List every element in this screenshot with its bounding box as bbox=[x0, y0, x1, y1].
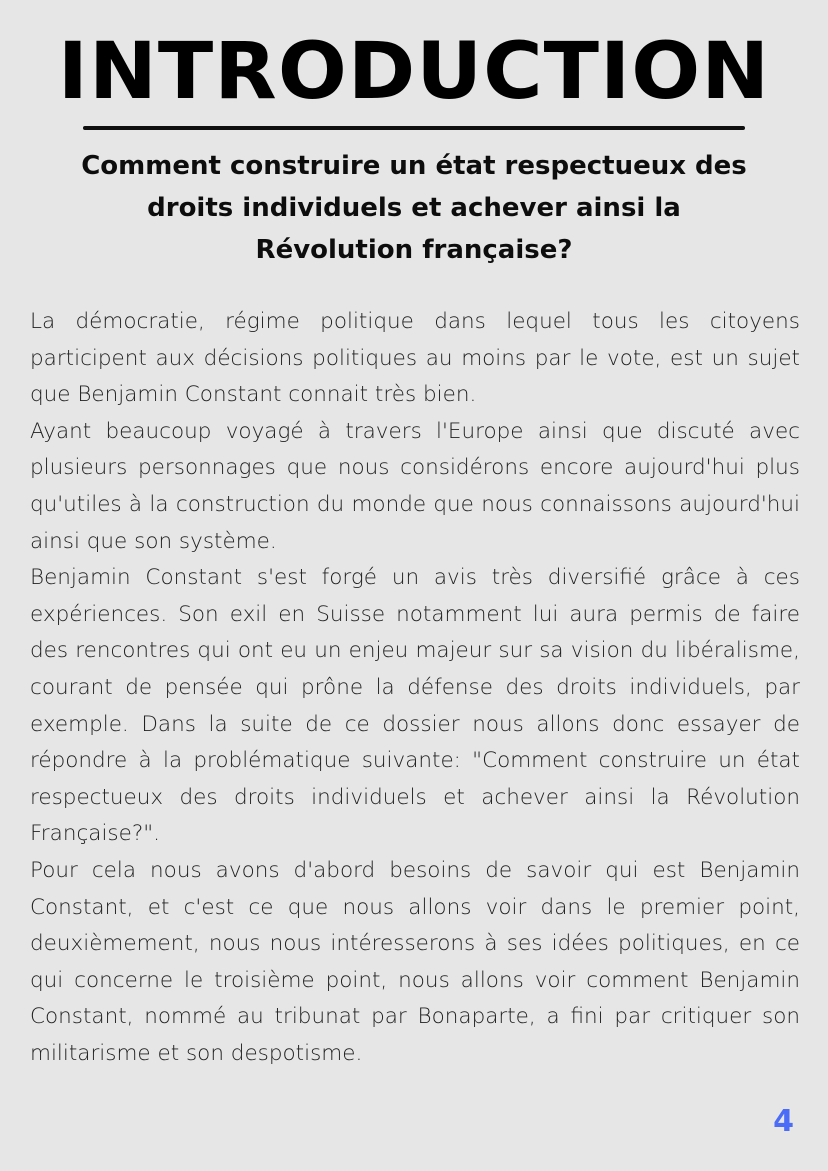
subtitle-question bbox=[40, 145, 788, 271]
subtitle-line-3: Révolution française? bbox=[255, 235, 573, 265]
paragraph-1: La démocratie, régime politique dans lequel tous les citoyens participent aux décisions politiques au moins par le vote, est un sujet que Benjamin Constant connait très bien. bbox=[30, 309, 800, 408]
paragraph-4: Pour cela nous avons d'abord besoins de savoir qui est Benjamin Constant, et c'est ce que nous allons voir dans le premier point, deuxièmement, nous nous intéresserons à ses idées politiques, en ce qui concerne le troisième point, nous allons voir comment Benjamin Constant, nommé au tribunat par Bonaparte, a fini par critiquer son militarisme et son despotisme. bbox=[30, 857, 800, 1066]
paragraph-2: Ayant beaucoup voyagé à travers l'Europe ainsi que discuté avec plusieurs personnages que nous considérons encore aujourd'hui plus qu'utiles à la construction du monde que nous connaissons aujourd'hui ainsi que son système. bbox=[30, 418, 800, 554]
paragraph-3: Benjamin Constant s'est forgé un avis très diversifié grâce à ces expériences. Son exil en Suisse notamment lui aura permis de faire des rencontres qui ont eu un enjeu majeur sur sa vision du libéralisme, courant de pensée qui prône la défense des droits individuels, par exemple. Dans la suite de ce dossier nous allons donc essayer de répondre à la problématique suivante: "Comment construire un état respectueux des droits individuels et achever ainsi la Révolution Française?". bbox=[30, 565, 800, 847]
page-title: INTRODUCTION bbox=[57, 27, 771, 117]
body-text bbox=[30, 304, 800, 1072]
subtitle-line-1: Comment construire un état respectueux des bbox=[81, 151, 747, 181]
title-divider bbox=[83, 126, 745, 130]
page-number: 4 bbox=[773, 1104, 794, 1139]
subtitle-line-2: droits individuels et achever ainsi la bbox=[147, 193, 681, 223]
